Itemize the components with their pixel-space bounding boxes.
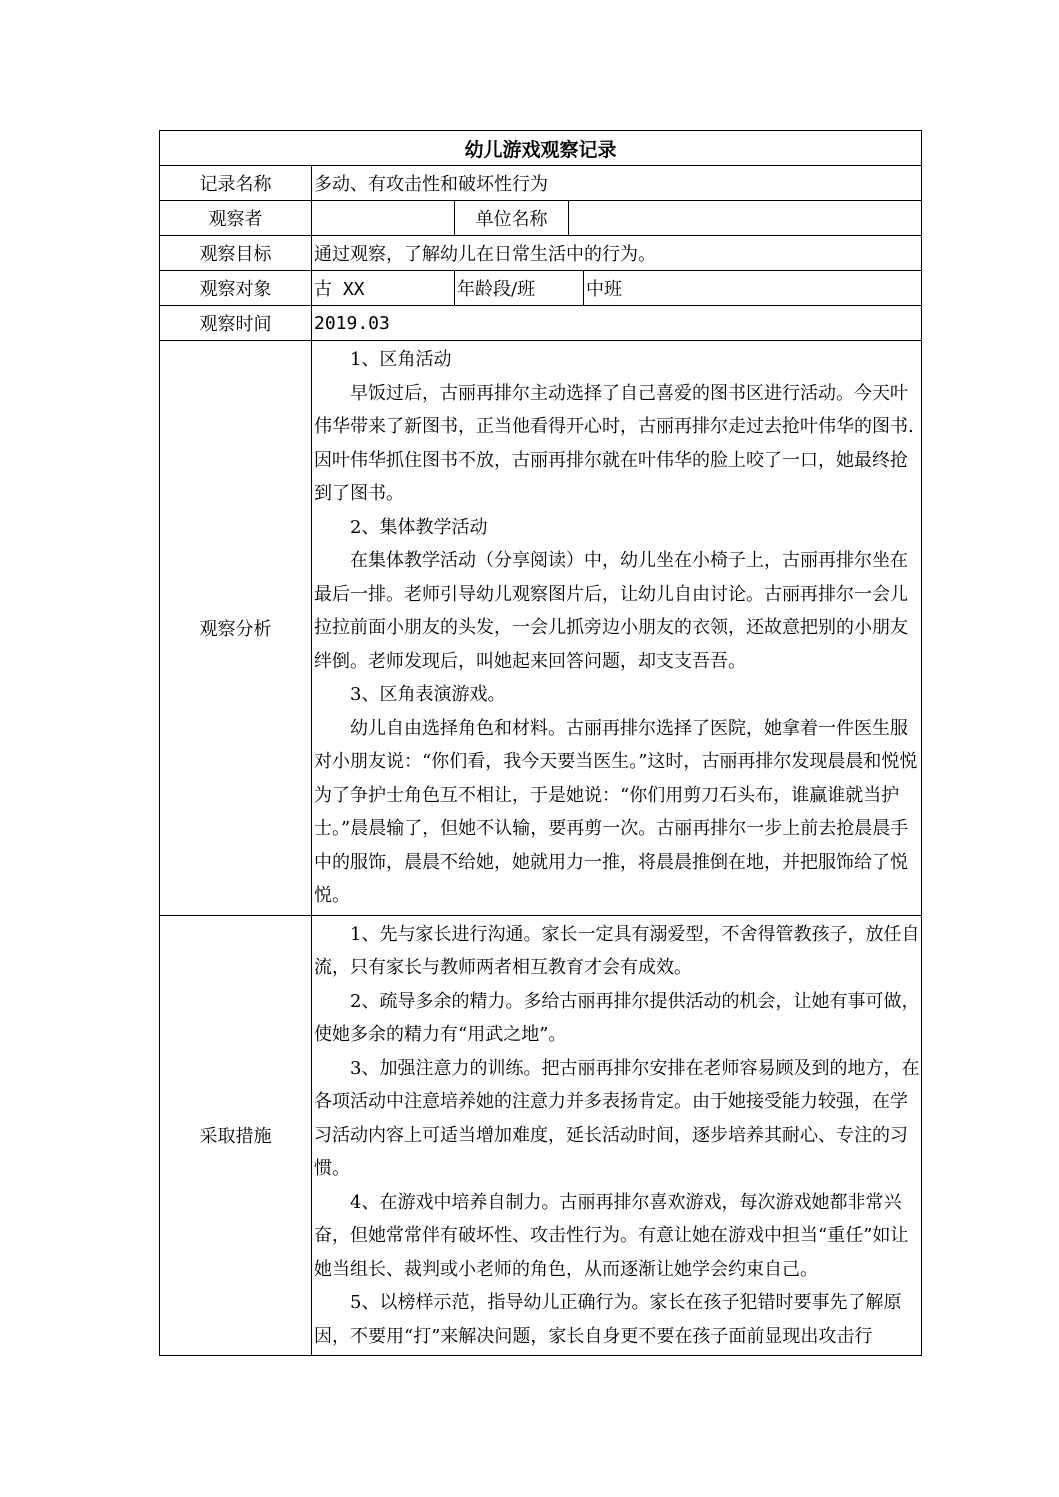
goal-label: 观察目标	[160, 236, 312, 271]
document-title: 幼儿游戏观察记录	[160, 131, 922, 166]
analysis-paragraph: 2、集体教学活动	[350, 516, 488, 538]
analysis-paragraph: 1、区角活动	[350, 349, 452, 370]
analysis-paragraph: 在集体教学活动（分享阅读）中，幼儿坐在小椅子上，古丽再排尔坐在最后一排。老师引导幼儿观察图片后，让幼儿自由讨论。古丽再排尔一会儿拉拉前面小朋友的头发，一会儿抓旁边小朋友的衣领，还故意把别的小朋友绊倒。老师发现后，叫她起来回答问题，却支支吾吾。	[314, 550, 908, 672]
age-class-label: 年龄段/班	[455, 271, 584, 306]
unit-name-value	[569, 201, 922, 236]
unit-name-label: 单位名称	[455, 201, 569, 236]
measures-label: 采取措施	[160, 915, 312, 1356]
measures-paragraph: 4、在游戏中培养自制力。古丽再排尔喜欢游戏，每次游戏她都非常兴奋，但她常常伴有破坏性、攻击性行为。有意让她在游戏中担当“重任”如让她当组长、裁判或小老师的角色，从而逐渐让她学会约束自己。	[314, 1191, 909, 1280]
observation-record-table	[159, 130, 922, 1356]
observer-value	[312, 201, 455, 236]
analysis-paragraph: 早饭过后，古丽再排尔主动选择了自己喜爱的图书区进行活动。今天叶伟华带来了新图书，正当他看得开心时，古丽再排尔走过去抢叶伟华的图书. 因叶伟华抓住图书不放，古丽再排尔就在叶伟华的脸上咬了一口，她最终抢到了图书。	[314, 382, 914, 504]
record-name-label: 记录名称	[160, 166, 312, 201]
subject-value: 古 XX	[312, 271, 455, 306]
analysis-paragraph: 幼儿自由选择角色和材料。古丽再排尔选择了医院，她拿着一件医生服对小朋友说：“你们看，我今天要当医生。”这时，古丽再排尔发现晨晨和悦悦为了争护士角色互不相让，于是她说：“你们用剪刀石头布，谁赢谁就当护士。”晨晨输了，但她不认输，要再剪一次。古丽再排尔一步上前去抢晨晨手中的服饰，晨晨不给她，她就用力一推，将晨晨推倒在地，并把服饰给了悦悦。	[314, 717, 918, 906]
analysis-label: 观察分析	[160, 341, 312, 916]
measures-paragraph: 5、以榜样示范，指导幼儿正确行为。家长在孩子犯错时要事先了解原因，不要用“打”来解决问题，家长自身更不要在孩子面前显现出攻击行	[314, 1292, 902, 1347]
time-value: 2019.03	[312, 306, 922, 341]
time-label: 观察时间	[160, 306, 312, 341]
analysis-paragraph: 3、区角表演游戏。	[350, 684, 506, 705]
measures-paragraph: 3、加强注意力的训练。把古丽再排尔安排在老师容易顾及到的地方，在各项活动中注意培养她的注意力并多表扬肯定。由于她接受能力较强，在学习活动内容上可适当增加难度，延长活动时间，逐步培养其耐心、专注的习惯。	[314, 1057, 920, 1179]
age-class-value: 中班	[584, 271, 922, 306]
observer-label: 观察者	[160, 201, 312, 236]
measures-content	[312, 915, 922, 1356]
measures-paragraph: 2、疏导多余的精力。多给古丽再排尔提供活动的机会，让她有事可做，使她多余的精力有“用武之地”。	[314, 990, 920, 1045]
analysis-content	[312, 341, 922, 916]
measures-paragraph: 1、先与家长进行沟通。家长一定具有溺爱型，不舍得管教孩子，放任自流，只有家长与教师两者相互教育才会有成效。	[314, 923, 920, 978]
subject-label: 观察对象	[160, 271, 312, 306]
record-name-value: 多动、有攻击性和破坏性行为	[312, 166, 922, 201]
goal-value: 通过观察，了解幼儿在日常生活中的行为。	[312, 236, 922, 271]
